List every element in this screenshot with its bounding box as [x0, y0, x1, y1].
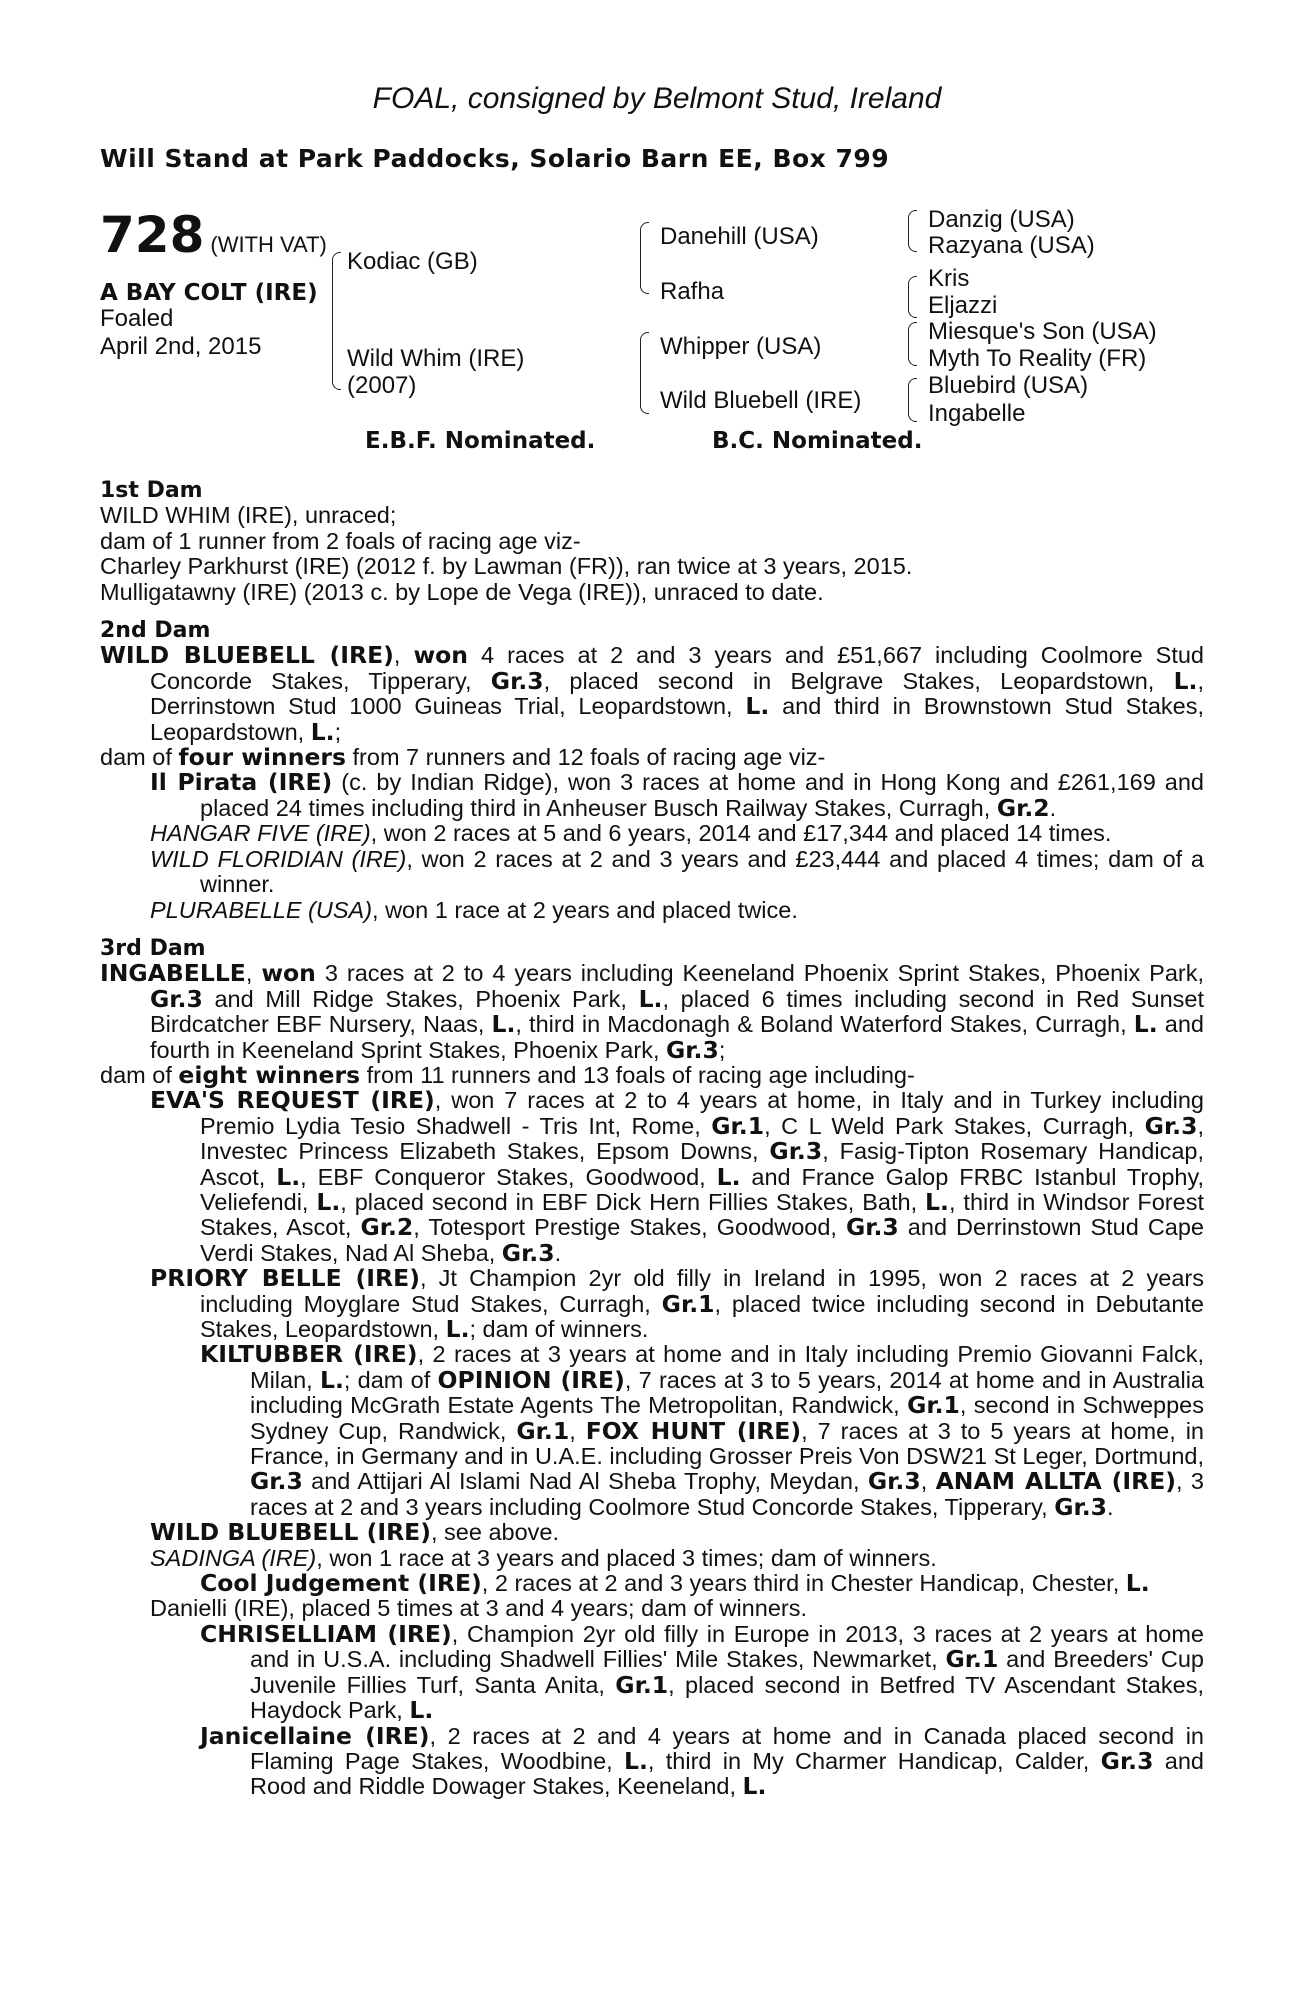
first-dam-produce: Charley Parkhurst (IRE) (2012 f. by Lawman (FR)), ran twice at 3 years, 2015.	[100, 553, 913, 580]
dam-sire: Whipper (USA)	[660, 333, 822, 360]
sire-dam-brace	[332, 252, 341, 390]
produce-entry: PRIORY BELLE (IRE), Jt Champion 2yr old filly in Ireland in 1995, won 2 races at 2 years including Moyglare Stud Stakes, Curragh, Gr.1, placed twice including second in Debutante Stakes, Leopardstown, L.; dam of winners.	[150, 1264, 1205, 1343]
lot-number-value: 728	[100, 206, 205, 264]
dam-parents-brace	[640, 332, 649, 414]
produce-entry: Danielli (IRE), placed 5 times at 3 and 4 years; dam of winners.	[150, 1595, 807, 1622]
first-dam-line: dam of 1 runner from 2 foals of racing age viz-	[100, 527, 581, 554]
grandchild-entry: Janicellaine (IRE), 2 races at 2 and 4 years at home and in Canada placed second in Flaming Page Stakes, Woodbine, L., third in My Charmer Handicap, Calder, Gr.3 and Rood and Riddle Dowager Stakes, Keeneland, L.	[200, 1721, 1204, 1801]
vat-label: (WITH VAT)	[210, 232, 327, 257]
g-brace-1	[908, 210, 917, 252]
lot-title: A BAY COLT (IRE)	[100, 280, 318, 306]
bc-nominated: B.C. Nominated.	[712, 428, 923, 454]
g-brace-4	[908, 378, 917, 422]
produce-entry: Il Pirata (IRE) (c. by Indian Ridge), won 3 races at home and in Hong Kong and £261,169 and placed 24 times including third in Anheuser Busch Railway Stakes, Curragh, Gr.2.	[150, 768, 1204, 822]
sire-name: Kodiac (GB)	[347, 248, 478, 275]
grandparent-4: Eljazzi	[928, 292, 998, 319]
dam-dam: Wild Bluebell (IRE)	[660, 387, 862, 414]
foaled-label: Foaled	[100, 305, 174, 332]
sire-parents-brace	[640, 222, 649, 294]
ebf-nominated: E.B.F. Nominated.	[365, 428, 596, 454]
grandchild-entry: Cool Judgement (IRE), 2 races at 2 and 3 years third in Chester Handicap, Chester, L.	[200, 1569, 1150, 1598]
produce-entry: SADINGA (IRE), won 1 race at 3 years and placed 3 times; dam of winners.	[150, 1544, 937, 1571]
produce-entry: WILD FLORIDIAN (IRE), won 2 races at 2 and 3 years and £23,444 and placed 4 times; dam of a winner.	[150, 845, 1204, 898]
produce-entry: HANGAR FIVE (IRE), won 2 races at 5 and 6 years, 2014 and £17,344 and placed 14 times.	[150, 820, 1112, 847]
first-dam-produce: Mulligatawny (IRE) (2013 c. by Lope de Vega (IRE)), unraced to date.	[100, 578, 824, 605]
second-dam-heading: 2nd Dam	[100, 618, 211, 644]
dam-year: (2007)	[347, 372, 417, 399]
third-dam-produce-intro: dam of eight winners from 11 runners and 13 foals of racing age including-	[100, 1060, 915, 1089]
grandparent-7: Bluebird (USA)	[928, 372, 1089, 399]
second-dam-produce-intro: dam of four winners from 7 runners and 12 foals of racing age viz-	[100, 743, 826, 772]
grandchild-entry: KILTUBBER (IRE), 2 races at 3 years at home and in Italy including Premio Giovanni Falck, Milan, L.; dam of OPINION (IRE), 7 races at 3 to 5 years, 2014 at home and in Australia including McGrath Estate Agents The Metropolitan, Randwick, Gr.1, second in Schweppes Sydney Cup, Randwick, Gr.1, FOX HUNT (IRE), 7 races at 3 to 5 years at home, in France, in Germany and in U.A.E. including Grosser Preis Von DSW21 St Leger, Dortmund, Gr.3 and Attijari Al Islami Nad Al Sheba Trophy, Meydan, Gr.3, ANAM ALLTA (IRE), 3 races at 2 and 3 years including Coolmore Stud Concorde Stakes, Tipperary, Gr.3.	[200, 1340, 1204, 1521]
sire-sire: Danehill (USA)	[660, 223, 819, 250]
stand-location: Will Stand at Park Paddocks, Solario Barn EE, Box 799	[100, 144, 890, 173]
produce-entry: WILD BLUEBELL (IRE), see above.	[150, 1518, 560, 1547]
grandparent-5: Miesque's Son (USA)	[928, 318, 1157, 345]
lot-number	[100, 206, 327, 264]
dam-name: Wild Whim (IRE)	[347, 345, 525, 372]
g-brace-2	[908, 276, 917, 318]
grandparent-2: Razyana (USA)	[928, 232, 1095, 259]
second-dam-summary: WILD BLUEBELL (IRE), won 4 races at 2 and 3 years and £51,667 including Coolmore Stud Concorde Stakes, Tipperary, Gr.3, placed second in Belgrave Stakes, Leopardstown, L., Derrinstown Stud 1000 Guineas Trial, Leopardstown, L. and third in Brownstown Stud Stakes, Leopardstown, L.;	[100, 641, 1205, 746]
grandparent-3: Kris	[928, 265, 970, 292]
first-dam-heading: 1st Dam	[100, 478, 203, 503]
first-dam-line: WILD WHIM (IRE), unraced;	[100, 502, 397, 529]
third-dam-heading: 3rd Dam	[100, 935, 206, 961]
grandparent-6: Myth To Reality (FR)	[928, 345, 1147, 372]
grandparent-8: Ingabelle	[928, 400, 1026, 427]
third-dam-summary: INGABELLE, won 3 races at 2 to 4 years including Keeneland Phoenix Sprint Stakes, Phoenix Park, Gr.3 and Mill Ridge Stakes, Phoenix Park, L., placed 6 times including second in Red Sunset Birdcatcher EBF Nursery, Naas, L., third in Macdonagh & Boland Waterford Stakes, Curragh, L. and fourth in Keeneland Sprint Stakes, Phoenix Park, Gr.3;	[100, 959, 1205, 1064]
g-brace-3	[908, 322, 917, 366]
consignment-line: FOAL, consigned by Belmont Stud, Ireland	[372, 82, 942, 115]
produce-entry: PLURABELLE (USA), won 1 race at 2 years and placed twice.	[150, 896, 798, 923]
produce-entry: EVA'S REQUEST (IRE), won 7 races at 2 to 4 years at home, in Italy and in Turkey including Premio Lydia Tesio Shadwell - Tris Int, Rome, Gr.1, C L Weld Park Stakes, Curragh, Gr.3, Investec Princess Elizabeth Stakes, Epsom Downs, Gr.3, Fasig-Tipton Rosemary Handicap, Ascot, L., EBF Conqueror Stakes, Goodwood, L. and France Galop FRBC Istanbul Trophy, Veliefendi, L., placed second in EBF Dick Hern Fillies Stakes, Bath, L., third in Windsor Forest Stakes, Ascot, Gr.2, Totesport Prestige Stakes, Goodwood, Gr.3 and Derrinstown Stud Cape Verdi Stakes, Nad Al Sheba, Gr.3.	[150, 1086, 1205, 1267]
grandparent-1: Danzig (USA)	[928, 206, 1075, 233]
produce-record	[100, 478, 1204, 1800]
grandchild-entry: CHRISELLIAM (IRE), Champion 2yr old filly in Europe in 2013, 3 races at 2 years at home and in U.S.A. including Shadwell Fillies' Mile Stakes, Newmarket, Gr.1 and Breeders' Cup Juvenile Fillies Turf, Santa Anita, Gr.1, placed second in Betfred TV Ascendant Stakes, Haydock Park, L.	[200, 1619, 1204, 1725]
foaled-date: April 2nd, 2015	[100, 333, 262, 360]
sire-dam: Rafha	[660, 278, 725, 305]
